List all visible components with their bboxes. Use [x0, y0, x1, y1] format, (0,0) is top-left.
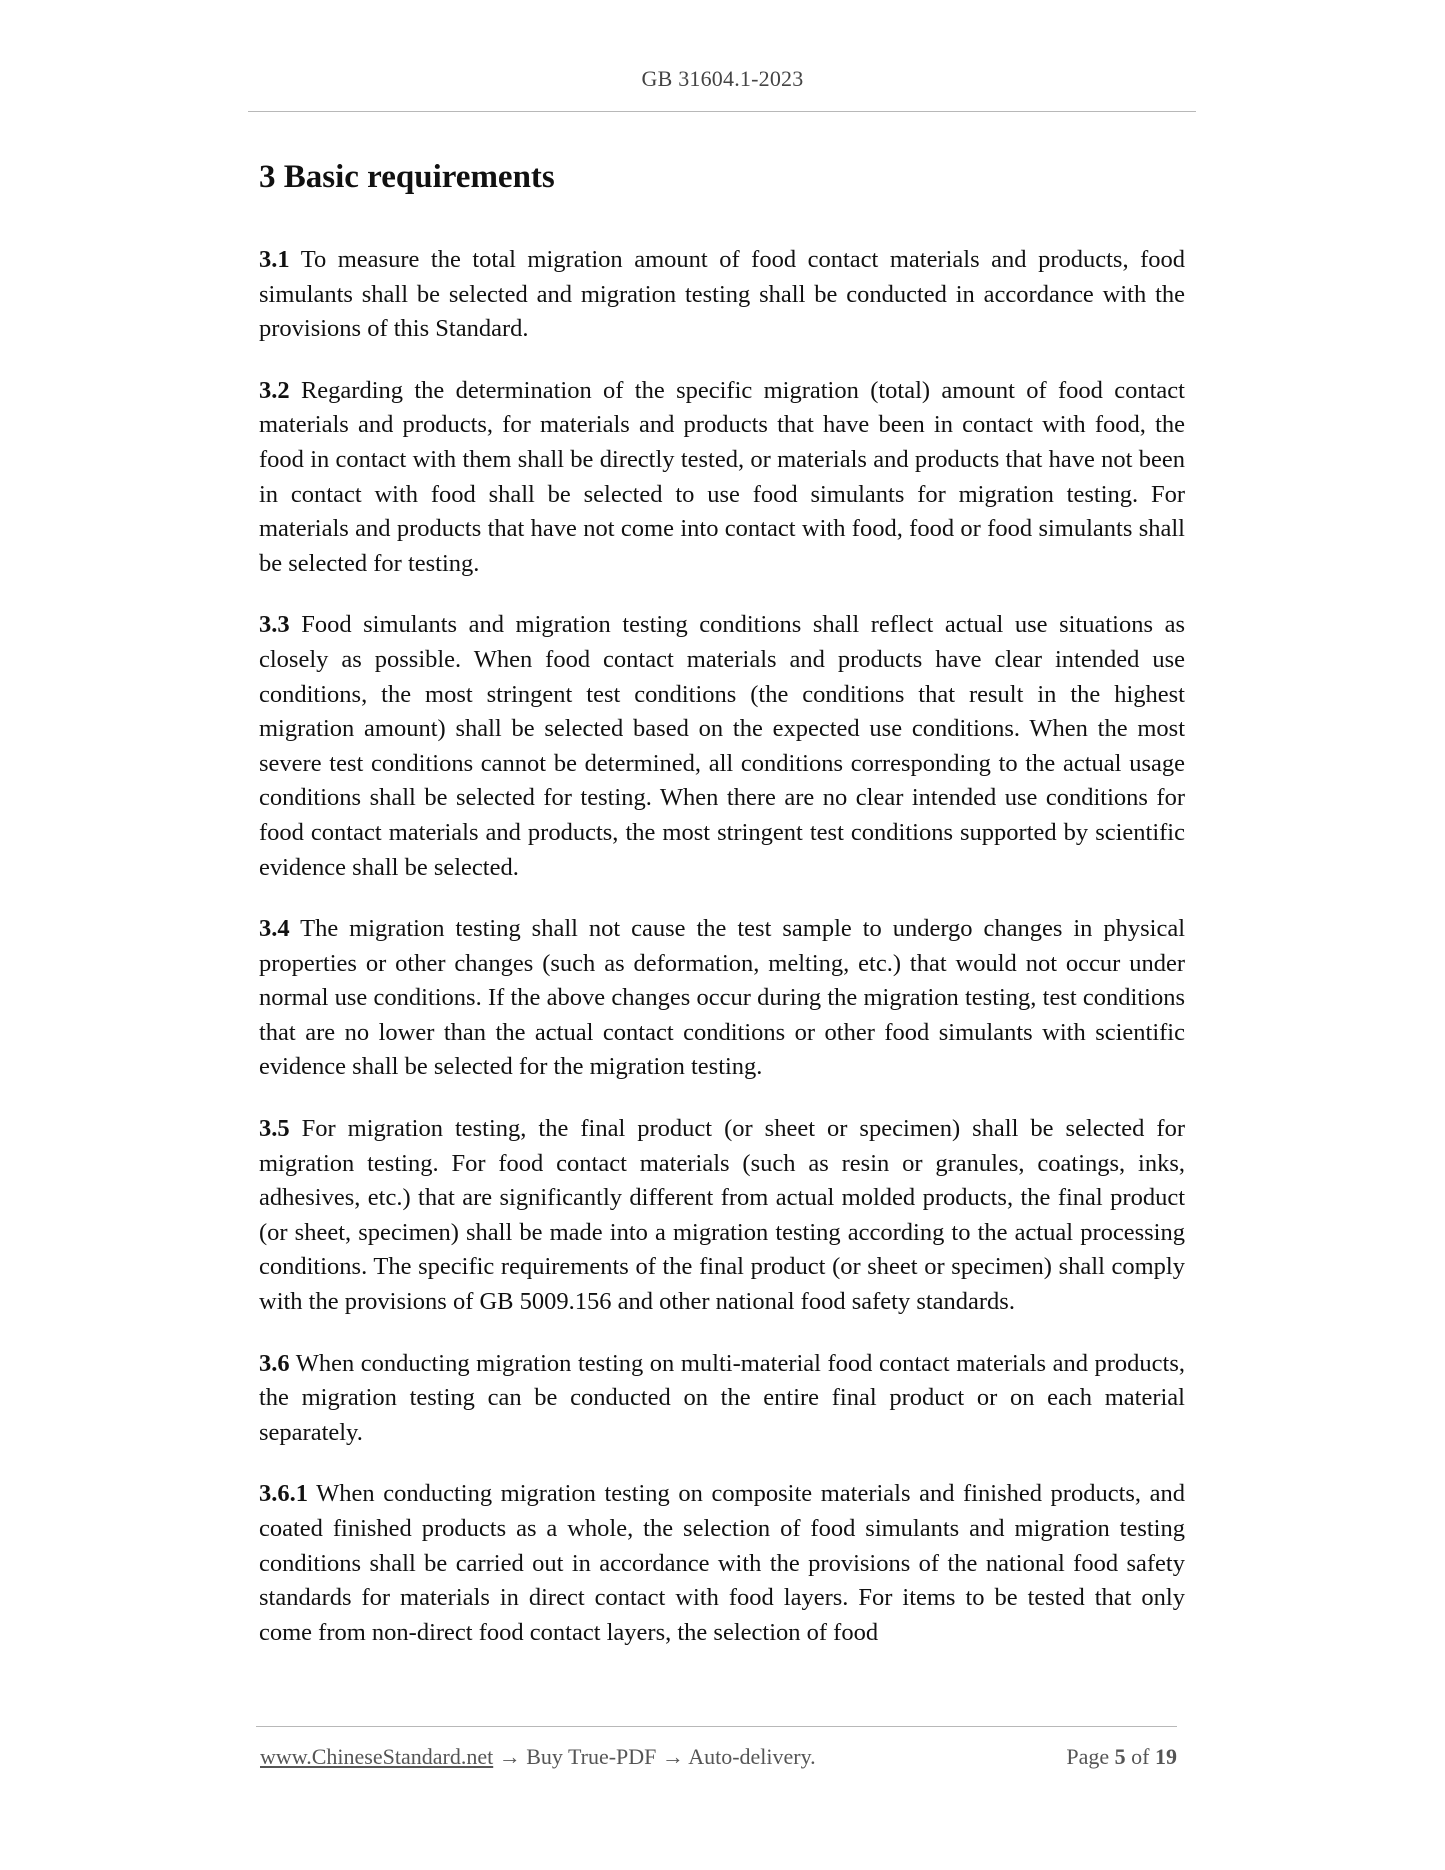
page-of: of	[1131, 1744, 1150, 1769]
clause-text: For migration testing, the final product (or sheet or specimen) shall be selected for migration testing. For food contact materials (such as resin or granules, coatings, inks, adhesives, etc.) that are significantly different from actual molded products, the final product (or sheet, specimen) shall be made into a migration testing according to the actual processing conditions. The specific requirements of the final product (or sheet or specimen) shall comply with the provisions of GB 5009.156 and other national food safety standards.	[259, 1115, 1185, 1316]
clause-number: 3.5	[259, 1115, 290, 1143]
clause-number: 3.6	[259, 1349, 290, 1377]
clause-number: 3.4	[259, 915, 290, 943]
clause-number: 3.3	[259, 611, 290, 639]
document-code-header: GB 31604.1-2023	[641, 66, 804, 91]
page-number	[1066, 1744, 1177, 1770]
clause-3-3	[259, 608, 1185, 885]
clause-text: When conducting migration testing on multi-material food contact materials and products, the migration testing can be conducted on the entire final product or on each material separately.	[259, 1349, 1185, 1446]
page-content	[259, 157, 1185, 1677]
clause-3-6-1	[259, 1477, 1185, 1650]
footer-tagline: → Buy True-PDF → Auto-delivery.	[493, 1744, 816, 1769]
footer-divider	[256, 1726, 1177, 1727]
page-current: 5	[1114, 1744, 1126, 1769]
clause-3-2	[259, 374, 1185, 582]
clause-number: 3.6.1	[259, 1480, 308, 1508]
section-heading: 3 Basic requirements	[259, 159, 555, 195]
clause-3-1	[259, 243, 1185, 347]
clause-text: Food simulants and migration testing conditions shall reflect actual use situations as closely as possible. When food contact materials and products have clear intended use conditions, the most stringent test conditions (the conditions that result in the highest migration amount) shall be selected based on the expected use conditions. When the most severe test conditions cannot be determined, all conditions corresponding to the actual usage conditions shall be selected for testing. When there are no clear intended use conditions for food contact materials and products, the most stringent test conditions supported by scientific evidence shall be selected.	[259, 611, 1185, 881]
clause-3-5	[259, 1112, 1185, 1320]
page-total: 19	[1155, 1744, 1177, 1769]
clause-text: To measure the total migration amount of food contact materials and products, food simulants shall be selected and migration testing shall be conducted in accordance with the provisions of this Standard.	[259, 246, 1186, 343]
footer-promo	[260, 1744, 816, 1770]
clause-number: 3.1	[259, 246, 290, 273]
clause-text: When conducting migration testing on composite materials and finished products, and coated finished products as a whole, the selection of food simulants and migration testing conditions shall be carried out in accordance with the provisions of the national food safety standards for materials in direct contact with food layers. For items to be tested that only come from non-direct food contact layers, the selection of food	[259, 1480, 1185, 1646]
clause-3-4	[259, 912, 1185, 1085]
clause-text: The migration testing shall not cause the test sample to undergo changes in physical properties or other changes (such as deformation, melting, etc.) that would not occur under normal use conditions. If the above changes occur during the migration testing, test conditions that are no lower than the actual contact conditions or other food simulants with scientific evidence shall be selected for the migration testing.	[259, 915, 1185, 1081]
header-divider	[248, 111, 1196, 112]
clause-number: 3.2	[259, 376, 290, 404]
clause-3-6	[259, 1347, 1185, 1451]
clause-text: Regarding the determination of the specific migration (total) amount of food contact materials and products, for materials and products that have been in contact with food, the food in contact with them shall be directly tested, or materials and products that have not been in contact with food shall be selected to use food simulants for migration testing. For materials and products that have not come into contact with food, food or food simulants shall be selected for testing.	[259, 376, 1185, 577]
website-link[interactable]: www.ChineseStandard.net	[260, 1744, 494, 1769]
page-label: Page	[1066, 1744, 1110, 1769]
